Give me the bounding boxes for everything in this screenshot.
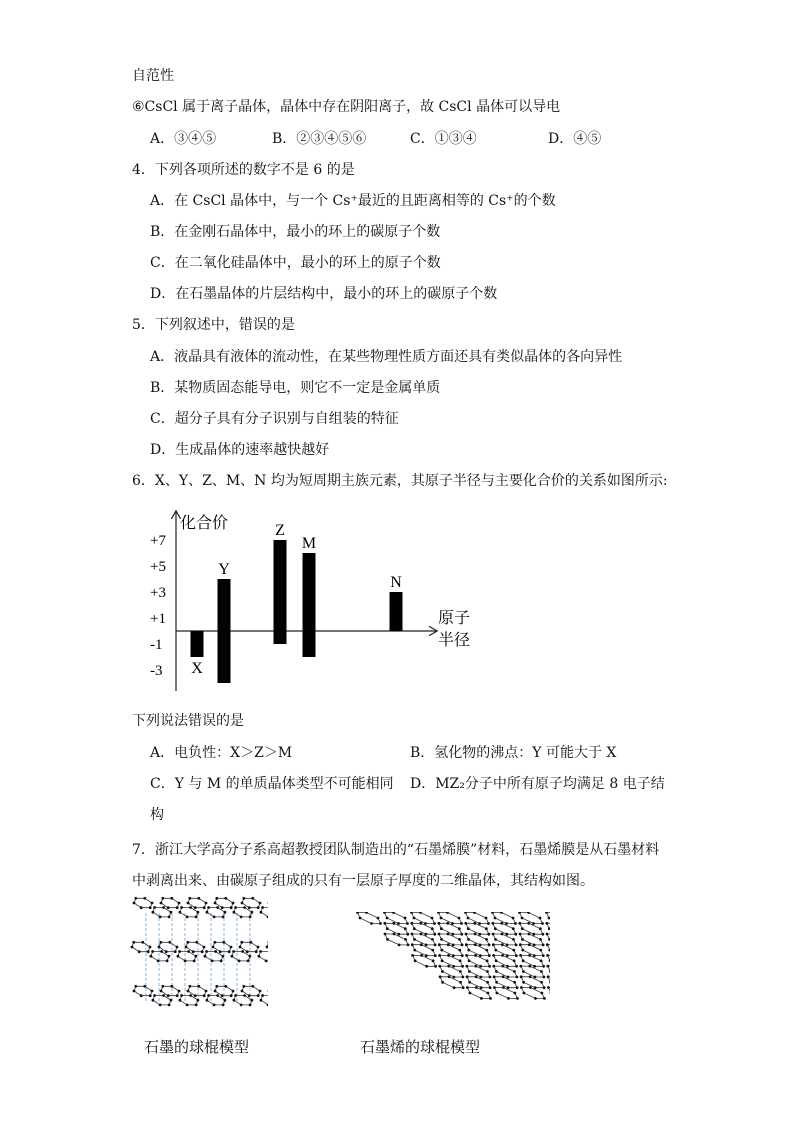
q5-option-c: C．超分子具有分子识别与自组装的特征 — [150, 411, 399, 427]
q4-option-d: D．在石墨晶体的片层结构中，最小的环上的碳原子个数 — [150, 286, 498, 302]
q4-stem: 4．下列各项所述的数字不是 6 的是 — [132, 162, 355, 178]
q6-stem: 6．X、Y、Z、M、N 均为短周期主族元素，其原子半径与主要化合价的关系如图所示: — [132, 473, 668, 489]
q5-option-a: A．液晶具有液体的流动性，在某些物理性质方面还具有类似晶体的各向异性 — [150, 349, 623, 365]
y-axis-label: 化合价 — [180, 515, 229, 532]
graphite-caption: 石墨的球棍模型 — [144, 1038, 250, 1056]
graphite-layer-top — [133, 897, 268, 918]
bar-z — [274, 540, 287, 644]
bar-label-x: X — [191, 660, 203, 677]
bar-label-n: N — [390, 574, 402, 591]
q6-option-d: D．MZ₂分子中所有原子均满足 8 电子结 — [410, 776, 665, 792]
graphite-layer-middle — [131, 941, 268, 962]
q4-option-a: A．在 CsCl 晶体中，与一个 Cs⁺最近的且距离相等的 Cs⁺的个数 — [150, 193, 556, 209]
q7-line2: 中剥离出来、由碳原子组成的只有一层原子厚度的二维晶体，其结构如图。 — [132, 873, 594, 889]
bar-m — [303, 553, 316, 657]
bar-n — [390, 592, 403, 631]
q6-option-a: A．电负性：X＞Z＞M — [150, 745, 293, 761]
bar-label-m: M — [301, 535, 317, 552]
bar-label-y: Y — [218, 561, 230, 578]
q4-option-c: C．在二氧化硅晶体中，最小的环上的原子个数 — [150, 255, 441, 271]
bar-y — [218, 579, 231, 683]
q6-sub-stem: 下列说法错误的是 — [132, 713, 244, 729]
x-axis-label-line2: 半径 — [438, 632, 471, 649]
prev-option-c: C．①③④ — [410, 131, 477, 147]
y-tick-label: +1 — [150, 611, 166, 627]
graphite-ball-stick-model — [128, 895, 268, 1023]
y-tick-label: +5 — [150, 559, 166, 575]
q6-option-b: B．氢化物的沸点：Y 可能大于 X — [410, 745, 617, 761]
q5-option-d: D．生成晶体的速率越快越好 — [150, 442, 330, 458]
graphite-layer-bottom — [133, 985, 268, 1006]
prev-option-a: A．③④⑤ — [150, 131, 217, 147]
y-tick-label: +3 — [150, 585, 166, 601]
bar-x — [191, 631, 204, 657]
graphene-sheet — [356, 912, 550, 1000]
prev-question-item6: ⑥CsCl 属于离子晶体，晶体中存在阴阳离子，故 CsCl 晶体可以导电 — [132, 99, 561, 115]
y-tick-label: -1 — [150, 637, 163, 653]
q5-stem: 5．下列叙述中，错误的是 — [132, 317, 295, 333]
prev-question-tail: 自范性 — [132, 68, 174, 84]
q6-option-c: C．Y 与 M 的单质晶体类型不可能相同 — [150, 776, 394, 792]
graphene-ball-stick-model — [350, 912, 550, 1012]
y-tick-label: +7 — [150, 533, 166, 549]
q5-option-b: B．某物质固态能导电，则它不一定是金属单质 — [150, 380, 441, 396]
prev-option-d: D．④⑤ — [548, 131, 602, 147]
q6-option-d-continued: 构 — [150, 807, 164, 823]
q7-line1: 7．浙江大学高分子系高超教授团队制造出的“石墨烯膜”材料，石墨烯膜是从石墨材料 — [132, 842, 660, 858]
y-tick-label: -3 — [150, 663, 163, 679]
q4-option-b: B．在金刚石晶体中，最小的环上的碳原子个数 — [150, 224, 441, 240]
valence-radius-chart — [140, 506, 480, 696]
x-axis-label-line1: 原子 — [438, 610, 471, 627]
bar-label-z: Z — [275, 522, 285, 539]
graphene-caption: 石墨烯的球棍模型 — [360, 1038, 481, 1056]
prev-option-b: B．②③④⑤⑥ — [272, 131, 367, 147]
